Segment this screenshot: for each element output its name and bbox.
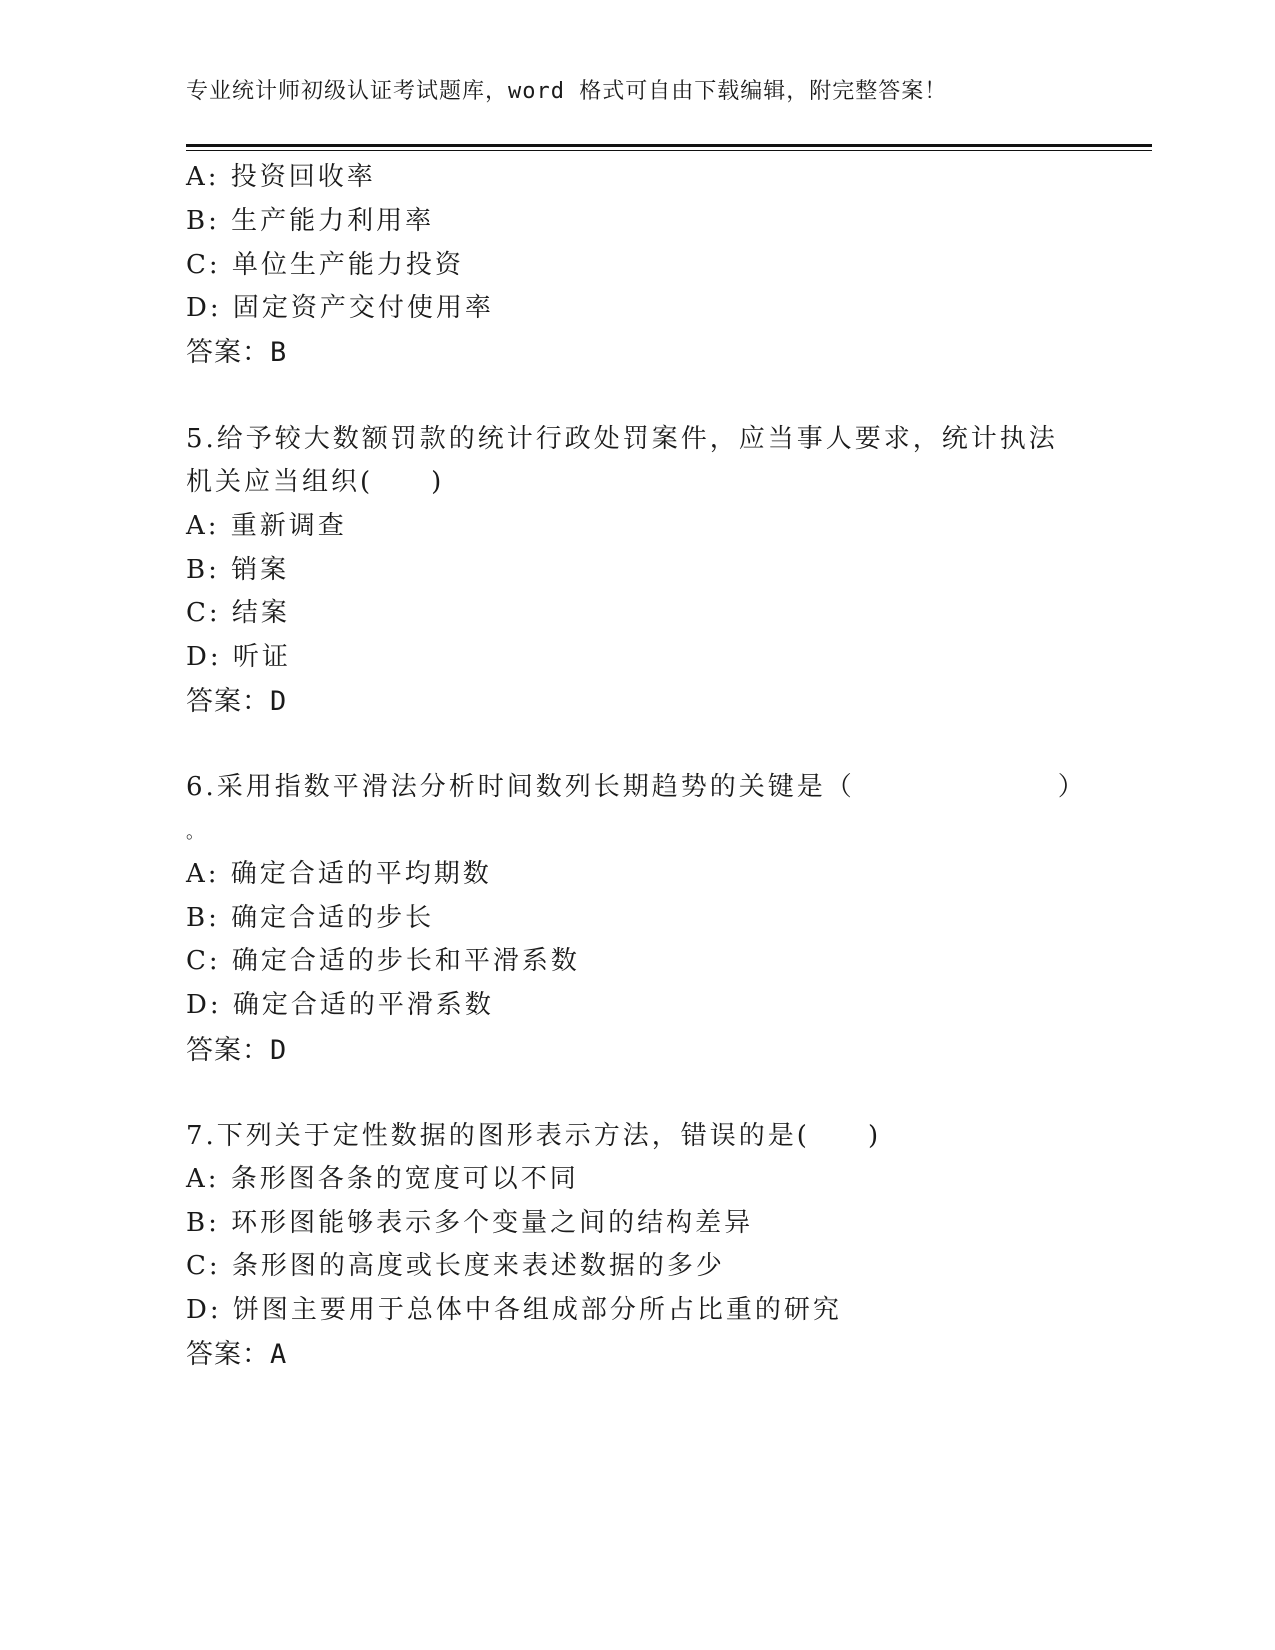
q7-option-d: D: 饼图主要用于总体中各组成部分所占比重的研究 [186, 1295, 842, 1325]
q5-option-b: B: 销案 [186, 555, 290, 585]
q6-option-a: A: 确定合适的平均期数 [186, 859, 492, 889]
q6-stem-line1: 6.采用指数平滑法分析时间数列长期趋势的关键是（ ） [186, 772, 1087, 802]
q4-option-d: D: 固定资产交付使用率 [186, 293, 494, 323]
answer-label: 答案： [186, 1339, 270, 1370]
page-header: 专业统计师初级认证考试题库，word 格式可自由下载编辑，附完整答案！ [186, 79, 948, 104]
header-rule-thin [186, 150, 1152, 151]
q4-answer [186, 330, 287, 369]
header-rule-thick [186, 144, 1152, 147]
answer-label: 答案： [186, 686, 270, 717]
q5-stem-line2: 机关应当组织( ) [186, 467, 445, 497]
answer-value: A [270, 1339, 288, 1370]
q5-option-c: C: 结案 [186, 598, 290, 628]
q6-option-c: C: 确定合适的步长和平滑系数 [186, 946, 580, 976]
q7-option-a: A: 条形图各条的宽度可以不同 [186, 1164, 579, 1194]
answer-value: D [270, 686, 288, 717]
q5-option-a: A: 重新调查 [186, 511, 347, 541]
q5-option-d: D: 听证 [186, 642, 291, 672]
answer-value: B [270, 337, 288, 368]
q5-stem-line1: 5.给予较大数额罚款的统计行政处罚案件，应当事人要求，统计执法 [186, 424, 1058, 454]
q4-option-b: B: 生产能力利用率 [186, 206, 435, 236]
q7-option-b: B: 环形图能够表示多个变量之间的结构差异 [186, 1208, 754, 1238]
q4-option-a: A: 投资回收率 [186, 162, 376, 192]
q5-answer [186, 679, 287, 718]
q6-option-d: D: 确定合适的平滑系数 [186, 990, 494, 1020]
answer-value: D [270, 1035, 288, 1066]
q7-answer [186, 1332, 287, 1371]
q7-option-c: C: 条形图的高度或长度来表述数据的多少 [186, 1251, 725, 1281]
answer-label: 答案： [186, 337, 270, 368]
q6-answer [186, 1028, 287, 1067]
q6-option-b: B: 确定合适的步长 [186, 903, 435, 933]
q7-stem-line1: 7.下列关于定性数据的图形表示方法，错误的是( ) [186, 1121, 882, 1151]
q4-option-c: C: 单位生产能力投资 [186, 250, 464, 280]
q6-stem-line2: 。 [186, 822, 207, 843]
answer-label: 答案： [186, 1035, 270, 1066]
